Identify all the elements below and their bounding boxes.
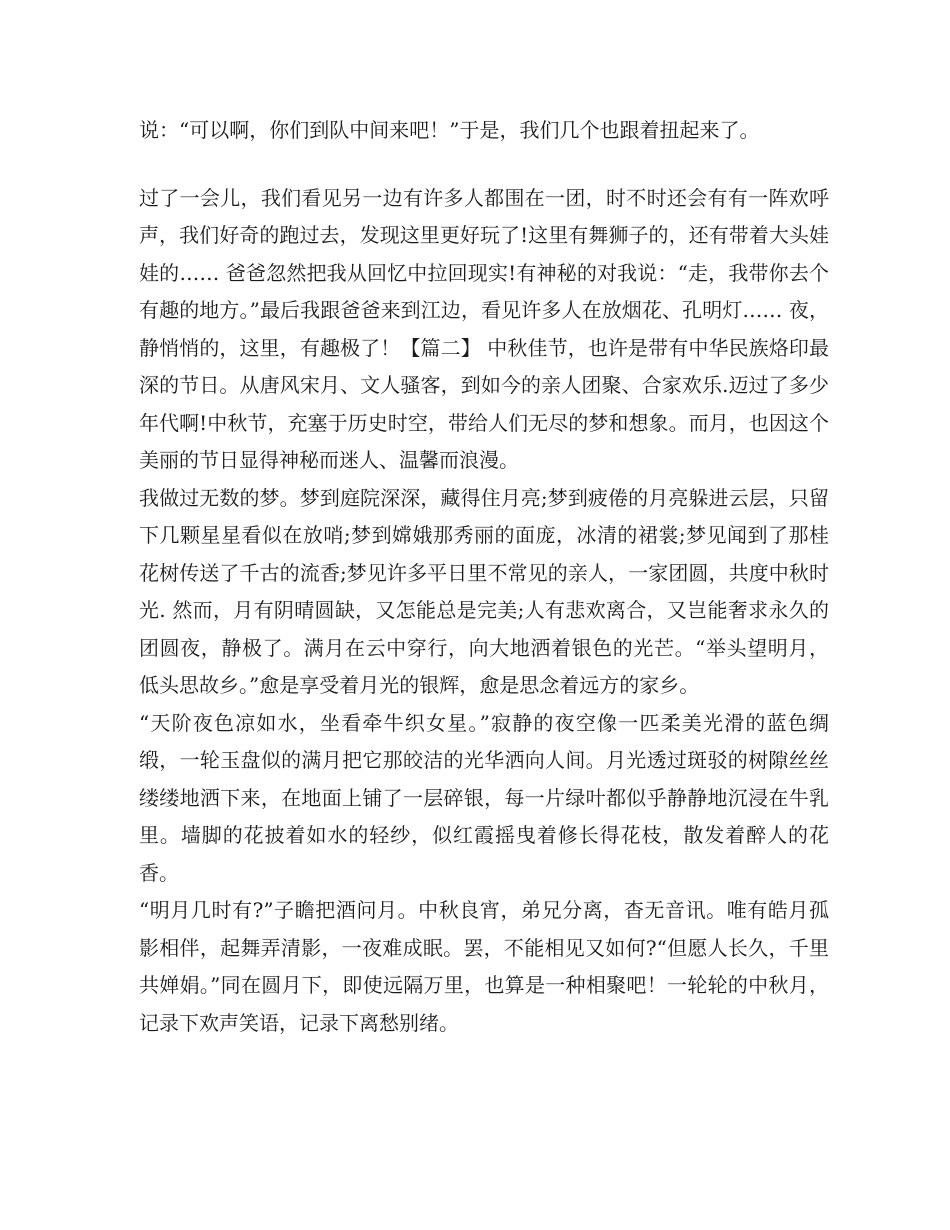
- paragraph-3: 我做过无数的梦。梦到庭院深深，藏得住月亮;梦到疲倦的月亮躲进云层，只留下几颗星星看似在放哨;梦到嫦娥那秀丽的面庞，冰清的裙裳;梦见闻到了那桂花树传送了千古的流香;梦见许多平日里不常见的亲人，一家团圆，共度中秋时光. 然而，月有阴晴圆缺，又怎能总是完美;人有悲欢离合，又岂能奢求永久的团圆夜，静极了。满月在云中穿行，向大地洒着银色的光芒。“举头望明月，低头思故乡。”愈是享受着月光的银辉，愈是思念着远方的家乡。: [139, 485, 829, 697]
- paragraph-spacer: [139, 150, 829, 180]
- paragraph-2: 过了一会儿，我们看见另一边有许多人都围在一团，时不时还会有有一阵欢呼声，我们好奇的跑过去，发现这里更好玩了!这里有舞狮子的，还有带着大头娃娃的…… 爸爸忽然把我从回忆中拉回现实!有神秘的对我说：“走，我带你去个有趣的地方。”最后我跟爸爸来到江边，看见许多人在放烟花、孔明灯…… 夜，静悄悄的，这里，有趣极了！【篇二】 中秋佳节，也许是带有中华民族烙印最深的节日。从唐风宋月、文人骚客，到如今的亲人团聚、合家欢乐.迈过了多少年代啊!中秋节，充塞于历史时空，带给人们无尽的梦和想象。而月，也因这个美丽的节日显得神秘而迷人、温馨而浪漫。: [139, 185, 829, 472]
- paragraph-1: 说：“可以啊，你们到队中间来吧！”于是，我们几个也跟着扭起来了。: [139, 118, 760, 142]
- document-page: [139, 112, 829, 1042]
- paragraph-4: “天阶夜色凉如水，坐看牵牛织女星。”寂静的夜空像一匹柔美光滑的蓝色绸缎，一轮玉盘似的满月把它那皎洁的光华洒向人间。月光透过斑驳的树隙丝丝缕缕地洒下来，在地面上铺了一层碎银，每一片绿叶都似乎静静地沉浸在牛乳里。墙脚的花披着如水的轻纱，似红霞摇曳着修长得花枝，散发着醉人的花香。: [139, 710, 829, 885]
- paragraph-5: “明月几时有?”子瞻把酒问月。中秋良宵，弟兄分离，杳无音讯。唯有皓月孤影相伴，起舞弄清影，一夜难成眠。罢，不能相见又如何?“但愿人长久，千里共婵娟。”同在圆月下，即使远隔万里，也算是一种相聚吧！一轮轮的中秋月，记录下欢声笑语，记录下离愁别绪。: [139, 898, 829, 1035]
